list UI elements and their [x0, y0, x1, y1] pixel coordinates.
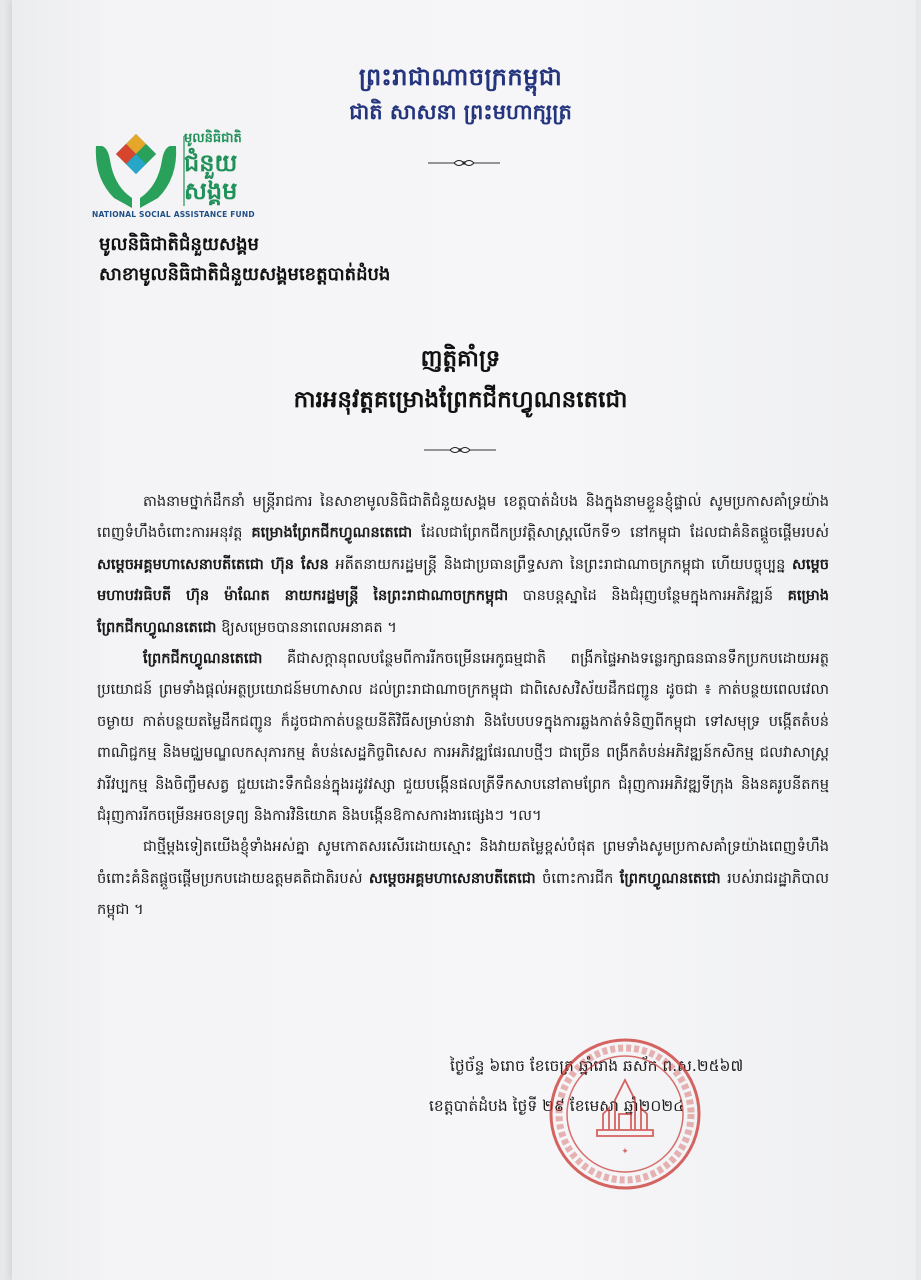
- emblem-icon: [116, 134, 156, 174]
- motto-heading: ជាតិ សាសនា ព្រះមហាក្សត្រ: [349, 100, 572, 124]
- p1-text: អតីតនាយករដ្ឋមន្ត្រី និងជាប្រធានព្រឹទ្ធសភា នៃព្រះរាជាណាចក្រកម្ពុជា ហើយបច្ចុប្បន្ន: [328, 555, 792, 573]
- kingdom-heading: ព្រះរាជាណាចក្រកម្ពុជា: [358, 63, 563, 91]
- p1-bold-project: គម្រោងព្រែកជីកហ្វូណនតេជោ: [251, 524, 413, 542]
- p1-bold-pm: សម្តេចមហាបវរធិបតី ហ៊ុន ម៉ាណែត នាយករដ្ឋមន្ត្រី នៃព្រះរាជាណាចក្រកម្ពុជា: [97, 555, 830, 605]
- official-seal-stamp: [545, 1034, 705, 1194]
- logo-caption: NATIONAL SOCIAL ASSISTANCE FUND: [92, 210, 255, 219]
- svg-text:✦: ✦: [621, 1147, 629, 1157]
- p1-bold-project: គម្រោងព្រែកជីកហ្វូណនតេជោ: [97, 587, 830, 636]
- letter-body: [97, 486, 829, 926]
- notice-subtitle: ការអនុវត្តគម្រោងព្រែកជីកហ្វូណនតេជោ: [293, 387, 628, 413]
- logo-text-line1: មូលនិធិជាតិ: [184, 131, 242, 146]
- p1-text: ឱ្យសម្រេចបាននាពេលអនាគត ។: [216, 618, 397, 636]
- p3-text: ចំពោះការជីក: [535, 869, 620, 887]
- p1-bold-name: សម្តេចអគ្គមហាសេនាបតីតេជោ ហ៊ុន សែន: [97, 555, 329, 573]
- p3-bold-canal: ព្រែកហ្វូណនតេជោ: [619, 869, 721, 887]
- p3-text: ជាថ្មីម្តងទៀតយើងខ្ញុំទាំងអស់គ្នា សូមកោតសរសើរដោយស្មោះ និងវាយតម្លៃខ្ពស់បំផុត ព្រមទាំងសូមប្រកាសគាំទ្រយ៉ាងពេញទំហឹងចំពោះគំនិតផ្តួចផ្តើមប្រកបដោយឧត្តមគតិជាតិរបស់: [97, 838, 829, 887]
- temple-emblem-icon: [597, 1080, 653, 1136]
- p3-bold-name: សម្តេចអគ្គមហាសេនាបតីតេជោ: [368, 869, 536, 887]
- logo-text-line3: សង្គម: [184, 177, 238, 205]
- p1-text: តាងនាមថ្នាក់ដឹកនាំ មន្ត្រីរាជការ នៃសាខាមូលនិធិជាតិជំនួយសង្គម ខេត្តបាត់ដំបង និងក្នុងនាមខ្លួនខ្ញុំផ្ទាល់ សូមប្រកាសគាំទ្រយ៉ាងពេញទំហឹងចំពោះការអនុវត្ត: [97, 493, 829, 542]
- divider-ornament-icon: [424, 444, 496, 456]
- divider-ornament-icon: [428, 157, 500, 169]
- p3-text: របស់រាជរដ្ឋាភិបាលកម្ពុជា ។: [97, 869, 829, 919]
- p1-text: បានបន្តស្នាដៃ និងជំរុញបន្ថែមក្នុងការអភិវឌ្ឍន៍: [508, 587, 788, 605]
- p2-bold-canal: ព្រែកជីកហ្វូណនតេជោ: [143, 650, 263, 668]
- paragraph-3: [97, 831, 829, 925]
- organization-branch: សាខាមូលនិធិជាតិជំនួយសង្គមខេត្តបាត់ដំបង: [99, 264, 391, 285]
- paragraph-1: [97, 486, 829, 643]
- lunar-date: ថ្ងៃច័ន្ទ ៦រោច ខែចេត្រ ឆ្នាំរោង ឆស័ក ព.ស.២៥៦៧: [450, 1057, 744, 1075]
- logo-text-line2: ជំនួយ: [184, 149, 238, 177]
- p2-text: គឺជាសក្តានុពលបន្ថែមពីការរីកចម្រើនអេកូធម្មជាតិ ពង្រីកផ្ទៃអាងទន្លេរក្សាធនធានទឹកប្រកបដោយអត្ថប្រយោជន៍ ព្រមទាំងផ្តល់អត្ថប្រយោជន៍មហាសាល ដល់ព្រះរាជាណាចក្រកម្ពុជា ជាពិសេសវិស័យដឹកជញ្ជូន ដូចជា ៖ កាត់បន្ថយពេលវេលា ចម្ងាយ កាត់បន្ថយតម្លៃដឹកជញ្ជូន ក៏ដូចជាកាត់បន្ថយនីតិវិធីសម្រាប់នាវា និងបែបបទក្នុងការឆ្លងកាត់ទំនិញពីកម្ពុជា ទៅសមុទ្រ បង្កើតតំបន់ពាណិជ្ជកម្ម និងមជ្ឈមណ្ឌលកសុភារកម្ម តំបន់សេដ្ឋកិច្ចពិសេស ការអភិវឌ្ឍផែរណបថ្មីៗ ជាច្រើន ពង្រីកតំបន់អភិវឌ្ឍន៍កសិកម្ម ជលវាសាស្ត្រ វារីវប្បកម្ម និងចិញ្ចឹមសត្វ ជួយដោះទឹកជំនន់ក្នុងរដូវវស្សា ជួយបង្កើនផលត្រីទឹកសាបនៅតាមព្រែក ជំរុញការអភិវឌ្ឍទីក្រុង និងនគរូបនីតកម្ម ជំរុញការរីកចម្រើនអចនទ្រព្យ និងការវិនិយោគ និងបង្កើនឱកាសការងារផ្សេងៗ ។ល។: [97, 650, 829, 825]
- organization-name: មូលនិធិជាតិជំនួយសង្គម: [99, 234, 259, 255]
- solar-date: ខេត្តបាត់ដំបង ថ្ងៃទី ២៩ ខែមេសា ឆ្នាំ២០២៤: [429, 1097, 685, 1115]
- notice-title: ញត្តិគាំទ្រ: [420, 346, 501, 372]
- paragraph-2: [97, 643, 829, 831]
- p1-text: ដែលជាព្រែកជីកប្រវត្តិសាស្ត្រលើកទី១ នៅកម្ពុជា ដែលជាគំនិតផ្តួចផ្តើមរបស់: [412, 524, 829, 542]
